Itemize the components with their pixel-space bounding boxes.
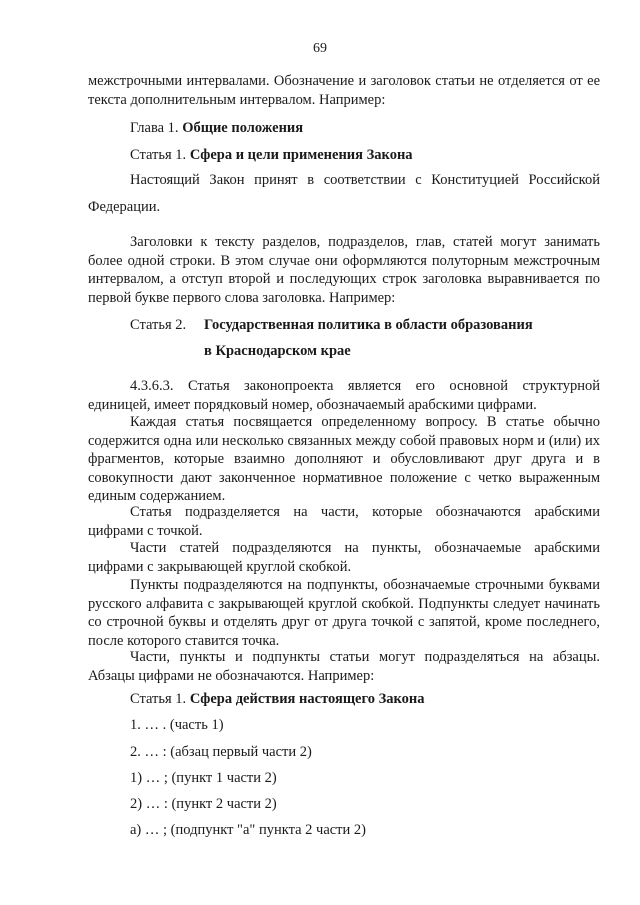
section-paragraph-2: Каждая статья посвящается определенному вопросу. В статье обычно содержится одна или несколько связанных между собой правовых норм и (или) их фрагментов, которые взаимно дополняют и обусловливают друг друга и в совокупности дают законченное нормативное положение с четко выраженным единым содержанием.	[88, 414, 600, 504]
article-heading-2-title-line2: в Краснодарском крае	[204, 343, 351, 359]
example-body-line: Настоящий Закон принят в соответствии с Конституцией Российской	[130, 172, 600, 188]
article-heading-2-prefix: Статья 2.	[130, 317, 187, 333]
list-item: 2) … : (пункт 2 части 2)	[130, 796, 277, 812]
section-paragraph-6: Части, пункты и подпункты статьи могут подразделяться на абзацы. Абзацы цифрами не обозначаются. Например:	[88, 649, 600, 684]
list-item: 2. … : (абзац первый части 2)	[130, 744, 312, 760]
list-item: 1. … . (часть 1)	[130, 717, 224, 733]
list-item: а) … ; (подпункт "а" пункта 2 части 2)	[130, 822, 366, 838]
section-paragraph-5: Пункты подразделяются на подпункты, обозначаемые строчными буквами русского алфавита с закрывающей круглой скобкой. Подпункты следует начинать со строчной буквы и отделять друг от друга точкой с запятой, кроме последнего, после которого ставится точка.	[88, 577, 600, 649]
article-title: Сфера действия настоящего Закона	[189, 691, 425, 707]
example-body-continuation: Федерации.	[88, 199, 161, 215]
article-prefix: Статья 1.	[130, 691, 187, 707]
section-paragraph-1: 4.3.6.3. Статья законопроекта является его основной структурной единицей, имеет порядковый номер, обозначаемый арабскими цифрами.	[88, 378, 600, 413]
intro-paragraph: межстрочными интервалами. Обозначение и заголовок статьи не отделяется от ее текста дополнительным интервалом. Например:	[88, 73, 600, 108]
headings-paragraph: Заголовки к тексту разделов, подразделов, глав, статей могут занимать более одной строки. В этом случае они оформляются полуторным межстрочным интервалом, а отступ второй и последующих строк заголовка выравнивается по первой букве первого слова заголовка. Например:	[88, 234, 600, 306]
article-heading-3	[130, 690, 425, 708]
article-prefix: Статья 1.	[130, 147, 187, 163]
article-title: Сфера и цели применения Закона	[189, 147, 413, 163]
section-paragraph-3: Статья подразделяется на части, которые обозначаются арабскими цифрами с точкой.	[88, 504, 600, 539]
chapter-prefix: Глава 1.	[130, 120, 179, 136]
chapter-title: Общие положения	[182, 120, 304, 136]
chapter-heading	[130, 119, 303, 137]
section-paragraph-4: Части статей подразделяются на пункты, обозначаемые арабскими цифрами с закрывающей круглой скобкой.	[88, 540, 600, 575]
page-number: 69	[313, 41, 327, 56]
article-heading-2-title-line1: Государственная политика в области образования	[204, 317, 533, 333]
list-item: 1) … ; (пункт 1 части 2)	[130, 770, 277, 786]
article-heading-1	[130, 146, 413, 164]
